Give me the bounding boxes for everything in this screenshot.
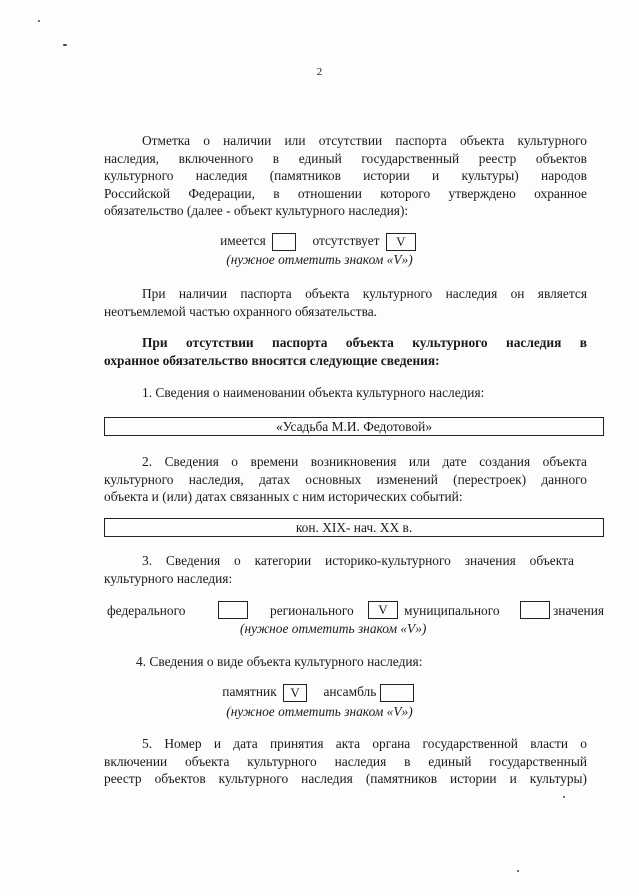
item2-line: объекта и (или) датах связанных с ним исторических событий: <box>104 489 463 505</box>
item3-line: культурного наследия: <box>104 570 233 586</box>
item2-paragraph <box>104 453 587 506</box>
absent-note-line: охранное обязательство вносятся следующие сведения: <box>104 352 440 368</box>
passport-check-row <box>0 233 639 251</box>
intro-line: обязательство (далее - объект культурного наследия): <box>104 203 409 219</box>
passport-has-checkbox[interactable] <box>272 233 296 251</box>
category-regional-checkbox[interactable]: V <box>368 601 398 619</box>
scan-speck <box>38 20 40 22</box>
passport-has-label: имеется <box>220 233 266 249</box>
category-tail-label: значения <box>553 603 605 618</box>
scan-speck <box>517 870 519 872</box>
item5-line: включении объекта культурного наследия в единый государственный <box>104 753 587 769</box>
intro-line: культурного наследия (памятников истории и культуры) народов <box>104 168 587 184</box>
item5-line: реестр объектов культурного наследия (памятников истории и культуры) <box>104 771 587 787</box>
item3-paragraph <box>104 552 574 587</box>
item3-line: 3. Сведения о категории историко-культурного значения объекта <box>142 553 574 568</box>
kind-ensemble-label: ансамбль <box>323 684 377 700</box>
item1-name-field[interactable]: «Усадьба М.И. Федотовой» <box>104 417 604 436</box>
page-number: 2 <box>316 66 323 78</box>
item2-line: культурного наследия, датах основных изменений (перестроек) данного <box>104 471 587 487</box>
item5-line: 5. Номер и дата принятия акта органа государственной власти о <box>142 736 587 751</box>
item4-label-block <box>104 653 587 671</box>
kind-ensemble-checkbox[interactable] <box>380 684 414 702</box>
category-hint: (нужное отметить знаком «V») <box>240 621 427 636</box>
passport-absent-label: отсутствует <box>312 233 380 249</box>
intro-line: Отметка о наличии или отсутствии паспорта объекта культурного <box>142 133 587 148</box>
passport-absent-checkbox[interactable]: V <box>386 233 416 251</box>
passport-note-line: неотъемлемой частью охранного обязательства. <box>104 303 378 319</box>
scan-speck <box>563 796 565 798</box>
category-municipal-checkbox[interactable] <box>520 601 550 619</box>
kind-monument-checkbox[interactable]: V <box>283 684 307 702</box>
kind-check-row <box>0 684 639 702</box>
passport-hint: (нужное отметить знаком «V») <box>226 252 413 267</box>
intro-line: наследия, включенного в единый государственный реестр объектов <box>104 150 587 166</box>
passport-note <box>104 285 587 320</box>
item2-date-field[interactable]: кон. XIX- нач. XX в. <box>104 518 604 537</box>
absent-note-line: При отсутствии паспорта объекта культурного наследия в <box>142 335 587 350</box>
category-federal-checkbox[interactable] <box>218 601 248 619</box>
kind-monument-label: памятник <box>222 684 277 700</box>
item2-line: 2. Сведения о времени возникновения или дате создания объекта <box>142 454 587 469</box>
scan-speck <box>63 44 67 46</box>
item5-paragraph <box>104 735 587 788</box>
category-federal-label: федерального <box>107 603 186 618</box>
absent-note <box>104 334 587 369</box>
passport-note-line: При наличии паспорта объекта культурного наследия он является <box>142 286 587 301</box>
category-regional-label: регионального <box>270 603 354 618</box>
kind-hint: (нужное отметить знаком «V») <box>226 704 413 719</box>
item4-label: 4. Сведения о виде объекта культурного наследия: <box>136 654 423 669</box>
category-municipal-label: муниципального <box>404 603 500 618</box>
item1-label-block <box>104 384 587 402</box>
intro-line: Российской Федерации, в отношении которого утверждено охранное <box>104 185 587 201</box>
item1-label: 1. Сведения о наименовании объекта культурного наследия: <box>142 385 485 400</box>
intro-paragraph <box>104 132 587 220</box>
